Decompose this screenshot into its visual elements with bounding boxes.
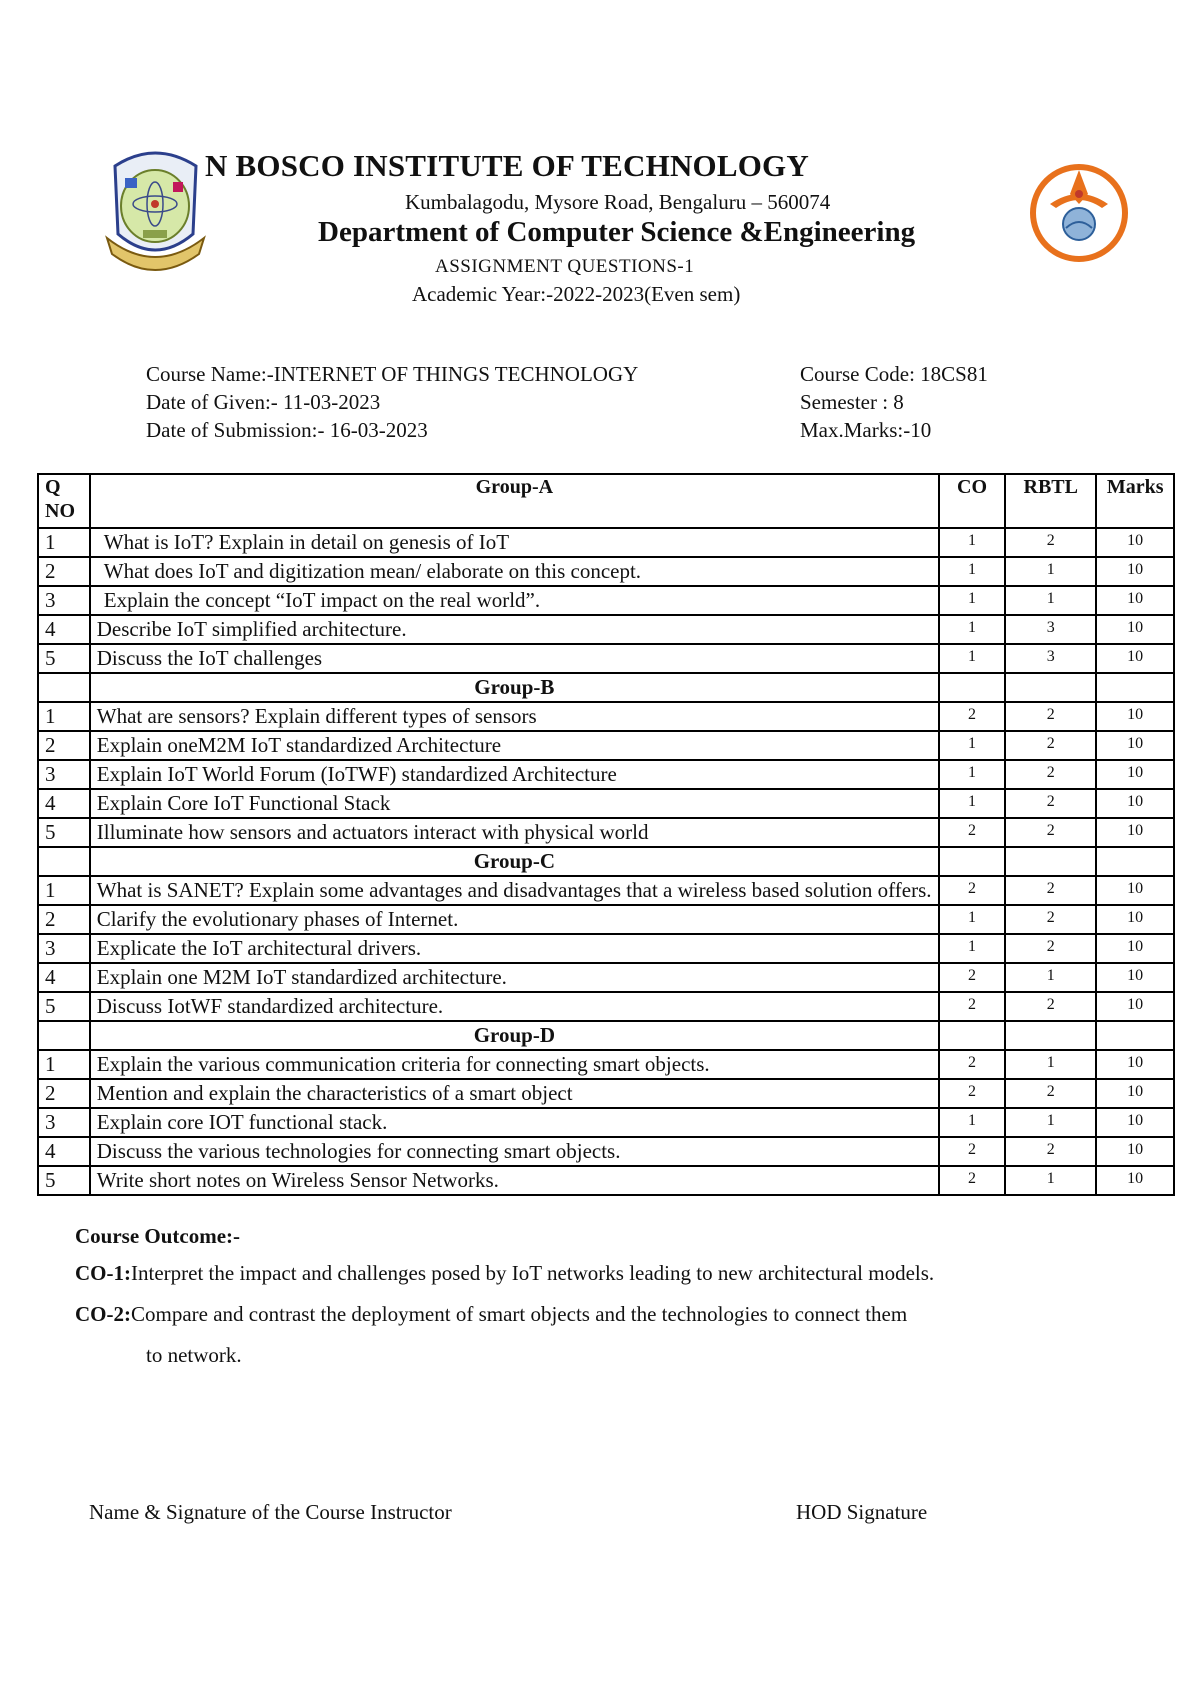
table-row [38, 905, 1174, 934]
rbtl-value: 2 [1005, 818, 1096, 847]
question-text: Discuss IotWF standardized architecture. [90, 992, 939, 1021]
table-row [38, 615, 1174, 644]
empty-cell [38, 673, 90, 702]
question-number: 4 [38, 963, 90, 992]
question-number: 4 [38, 789, 90, 818]
department-title: Department of Computer Science &Engineering [318, 216, 916, 248]
rbtl-value: 3 [1005, 615, 1096, 644]
header-co: CO [939, 474, 1005, 528]
question-number: 4 [38, 615, 90, 644]
empty-cell [939, 847, 1005, 876]
question-text: Explain the concept “IoT impact on the real world”. [90, 586, 939, 615]
marks-value: 10 [1096, 992, 1174, 1021]
header-rbtl: RBTL [1005, 474, 1096, 528]
co-value: 1 [939, 731, 1005, 760]
question-text: Explain Core IoT Functional Stack [90, 789, 939, 818]
co-value: 1 [939, 789, 1005, 818]
co-value: 2 [939, 963, 1005, 992]
course-outcome-title: Course Outcome:- [75, 1224, 241, 1248]
rbtl-value: 1 [1005, 1050, 1096, 1079]
table-header-row [38, 474, 1174, 528]
marks-value: 10 [1096, 760, 1174, 789]
group-title: Group-D [90, 1021, 939, 1050]
rbtl-value: 1 [1005, 586, 1096, 615]
question-text: Clarify the evolutionary phases of Internet. [90, 905, 939, 934]
question-number: 4 [38, 1137, 90, 1166]
question-text: What is IoT? Explain in detail on genesis of IoT [90, 528, 939, 557]
rbtl-value: 1 [1005, 1108, 1096, 1137]
question-number: 5 [38, 818, 90, 847]
instructor-signature: Name & Signature of the Course Instructor [89, 1500, 452, 1524]
group-title: Group-B [90, 673, 939, 702]
co-value: 1 [939, 557, 1005, 586]
co-value: 2 [939, 818, 1005, 847]
question-number: 2 [38, 731, 90, 760]
marks-value: 10 [1096, 586, 1174, 615]
question-number: 1 [38, 528, 90, 557]
table-row [38, 789, 1174, 818]
empty-cell [38, 1021, 90, 1050]
co1-label: CO-1: [75, 1261, 131, 1285]
rbtl-value: 2 [1005, 934, 1096, 963]
question-text: What are sensors? Explain different types of sensors [90, 702, 939, 731]
table-row [38, 731, 1174, 760]
rbtl-value: 2 [1005, 1079, 1096, 1108]
empty-cell [1096, 1021, 1174, 1050]
co-value: 2 [939, 1079, 1005, 1108]
table-row [38, 586, 1174, 615]
course-name: Course Name:-INTERNET OF THINGS TECHNOLOGY [146, 362, 639, 386]
question-text: Explicate the IoT architectural drivers. [90, 934, 939, 963]
table-row [38, 818, 1174, 847]
co-value: 1 [939, 760, 1005, 789]
rbtl-value: 2 [1005, 702, 1096, 731]
co-value: 2 [939, 876, 1005, 905]
date-given: Date of Given:- 11-03-2023 [146, 390, 381, 414]
rbtl-value: 2 [1005, 789, 1096, 818]
question-number: 5 [38, 992, 90, 1021]
marks-value: 10 [1096, 1166, 1174, 1195]
co2-label: CO-2: [75, 1302, 131, 1326]
question-number: 1 [38, 876, 90, 905]
marks-value: 10 [1096, 876, 1174, 905]
table-row [38, 760, 1174, 789]
hod-signature: HOD Signature [796, 1500, 928, 1524]
empty-cell [1096, 847, 1174, 876]
institute-address: Kumbalagodu, Mysore Road, Bengaluru – 560074 [405, 190, 831, 214]
question-number: 2 [38, 905, 90, 934]
max-marks: Max.Marks:-10 [800, 418, 932, 442]
co1-text: Interpret the impact and challenges posed by IoT networks leading to new architectural models. [131, 1261, 935, 1285]
date-submission: Date of Submission:- 16-03-2023 [146, 418, 428, 442]
rbtl-value: 1 [1005, 963, 1096, 992]
semester: Semester : 8 [800, 390, 904, 414]
rbtl-value: 2 [1005, 528, 1096, 557]
group-title: Group-C [90, 847, 939, 876]
question-number: 1 [38, 1050, 90, 1079]
table-row [38, 934, 1174, 963]
co-value: 1 [939, 615, 1005, 644]
co-value: 1 [939, 644, 1005, 673]
question-text: Describe IoT simplified architecture. [90, 615, 939, 644]
questions-table [37, 473, 1175, 1196]
header-group-a: Group-A [90, 474, 939, 528]
question-number: 3 [38, 586, 90, 615]
marks-value: 10 [1096, 905, 1174, 934]
marks-value: 10 [1096, 528, 1174, 557]
marks-value: 10 [1096, 789, 1174, 818]
co-value: 2 [939, 992, 1005, 1021]
question-number: 3 [38, 760, 90, 789]
marks-value: 10 [1096, 1079, 1174, 1108]
marks-value: 10 [1096, 818, 1174, 847]
rbtl-value: 2 [1005, 760, 1096, 789]
rbtl-value: 3 [1005, 644, 1096, 673]
marks-value: 10 [1096, 1108, 1174, 1137]
rbtl-value: 2 [1005, 905, 1096, 934]
academic-year: Academic Year:-2022-2023(Even sem) [412, 282, 741, 306]
co-value: 2 [939, 1166, 1005, 1195]
rbtl-value: 2 [1005, 992, 1096, 1021]
institute-name: N BOSCO INSTITUTE OF TECHNOLOGY [205, 148, 809, 183]
assignment-title: ASSIGNMENT QUESTIONS-1 [435, 256, 695, 277]
empty-cell [38, 847, 90, 876]
question-text: Discuss the IoT challenges [90, 644, 939, 673]
table-row [38, 1108, 1174, 1137]
header-qno: Q NO [38, 474, 90, 528]
co2-text: Compare and contrast the deployment of smart objects and the technologies to connect them [131, 1302, 908, 1326]
co-value: 2 [939, 1050, 1005, 1079]
question-number: 3 [38, 934, 90, 963]
co-value: 1 [939, 586, 1005, 615]
question-number: 2 [38, 1079, 90, 1108]
rbtl-value: 1 [1005, 557, 1096, 586]
course-outcome-2 [75, 1294, 1115, 1335]
question-text: What is SANET? Explain some advantages and disadvantages that a wireless based solution offers. [90, 876, 939, 905]
table-row [38, 644, 1174, 673]
header-marks: Marks [1096, 474, 1174, 528]
rbtl-value: 2 [1005, 876, 1096, 905]
table-row [38, 1050, 1174, 1079]
empty-cell [1096, 673, 1174, 702]
empty-cell [1005, 673, 1096, 702]
question-text: Explain one M2M IoT standardized architecture. [90, 963, 939, 992]
marks-value: 10 [1096, 731, 1174, 760]
table-row [38, 557, 1174, 586]
table-body [38, 528, 1174, 1195]
course-outcome-1 [75, 1253, 1115, 1294]
rbtl-value: 1 [1005, 1166, 1096, 1195]
question-text: Explain IoT World Forum (IoTWF) standardized Architecture [90, 760, 939, 789]
table-row [38, 992, 1174, 1021]
co-value: 1 [939, 905, 1005, 934]
empty-cell [1005, 847, 1096, 876]
table-row [38, 1166, 1174, 1195]
course-code: Course Code: 18CS81 [800, 362, 988, 386]
rbtl-value: 2 [1005, 1137, 1096, 1166]
institute-crest-icon [103, 146, 208, 283]
table-row [38, 963, 1174, 992]
question-text: Mention and explain the characteristics of a smart object [90, 1079, 939, 1108]
marks-value: 10 [1096, 615, 1174, 644]
course-outcome-2-continued: to network. [146, 1343, 242, 1367]
empty-cell [939, 1021, 1005, 1050]
group-header-row [38, 847, 1174, 876]
group-header-row [38, 673, 1174, 702]
rbtl-value: 2 [1005, 731, 1096, 760]
co-value: 2 [939, 702, 1005, 731]
marks-value: 10 [1096, 963, 1174, 992]
question-number: 1 [38, 702, 90, 731]
table-row [38, 1079, 1174, 1108]
question-number: 5 [38, 1166, 90, 1195]
co-value: 1 [939, 1108, 1005, 1137]
co-value: 1 [939, 528, 1005, 557]
group-header-row [38, 1021, 1174, 1050]
institute-emblem-icon [1030, 164, 1128, 262]
table-row [38, 702, 1174, 731]
table-row [38, 876, 1174, 905]
empty-cell [1005, 1021, 1096, 1050]
table-row [38, 528, 1174, 557]
table-row [38, 1137, 1174, 1166]
question-text: Write short notes on Wireless Sensor Networks. [90, 1166, 939, 1195]
question-text: Discuss the various technologies for connecting smart objects. [90, 1137, 939, 1166]
question-number: 5 [38, 644, 90, 673]
marks-value: 10 [1096, 702, 1174, 731]
marks-value: 10 [1096, 1137, 1174, 1166]
marks-value: 10 [1096, 557, 1174, 586]
question-text: Explain oneM2M IoT standardized Architecture [90, 731, 939, 760]
marks-value: 10 [1096, 1050, 1174, 1079]
question-text: Illuminate how sensors and actuators interact with physical world [90, 818, 939, 847]
marks-value: 10 [1096, 934, 1174, 963]
marks-value: 10 [1096, 644, 1174, 673]
question-text: Explain core IOT functional stack. [90, 1108, 939, 1137]
question-text: What does IoT and digitization mean/ elaborate on this concept. [90, 557, 939, 586]
question-text: Explain the various communication criteria for connecting smart objects. [90, 1050, 939, 1079]
question-number: 2 [38, 557, 90, 586]
co-value: 1 [939, 934, 1005, 963]
empty-cell [939, 673, 1005, 702]
co-value: 2 [939, 1137, 1005, 1166]
question-number: 3 [38, 1108, 90, 1137]
